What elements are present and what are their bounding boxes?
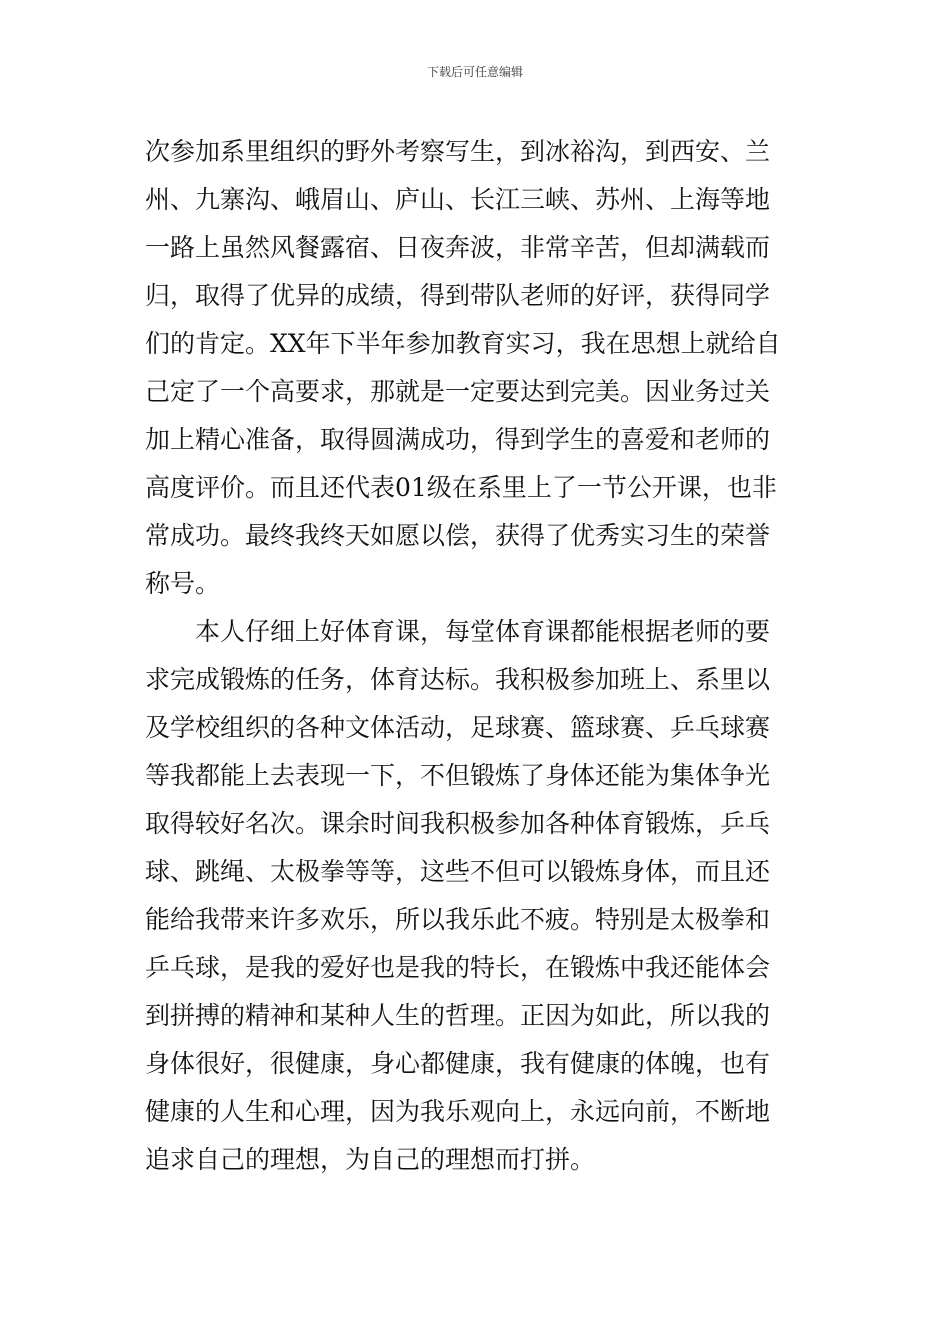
text-line: 称号。: [145, 569, 221, 598]
text-line: 健康的人生和心理，因为我乐观向上，永远向前，不断地: [145, 1097, 771, 1126]
text-line: 州、九寨沟、峨眉山、庐山、长江三峡、苏州、上海等地: [145, 185, 771, 214]
body-text: [145, 128, 810, 1184]
text-line: 能给我带来许多欢乐，所以我乐此不疲。特别是太极拳和: [145, 905, 771, 934]
text-line: 一路上虽然风餐露宿、日夜奔波，非常辛苦，但却满载而: [145, 233, 771, 262]
text-line: 归，取得了优异的成绩，得到带队老师的好评，获得同学: [145, 281, 771, 310]
text-line: 身体很好，很健康，身心都健康，我有健康的体魄，也有: [145, 1049, 771, 1078]
page-header: 下载后可任意编辑: [426, 65, 523, 79]
text-line: 球、跳绳、太极拳等等，这些不但可以锻炼身体，而且还: [145, 857, 771, 886]
text-line: 常成功。最终我终天如愿以偿，获得了优秀实习生的荣誉: [145, 521, 771, 550]
text-line: 追求自己的理想，为自己的理想而打拼。: [145, 1145, 596, 1174]
text-line: 等我都能上去表现一下，不但锻炼了身体还能为集体争光: [145, 761, 771, 790]
text-line: 己定了一个高要求，那就是一定要达到完美。因业务过关: [145, 377, 771, 406]
text-line: 取得较好名次。课余时间我积极参加各种体育锻炼，乒乓: [145, 809, 771, 838]
text-line: 乒乓球，是我的爱好也是我的特长，在锻炼中我还能体会: [145, 953, 771, 982]
text-line: 高度评价。而且还代表01级在系里上了一节公开课，也非: [145, 473, 777, 502]
text-line: 及学校组织的各种文体活动，足球赛、篮球赛、乒乓球赛: [145, 713, 771, 742]
text-line: 到拼搏的精神和某种人生的哲理。正因为如此，所以我的: [145, 1001, 771, 1030]
text-line: 们的肯定。XX年下半年参加教育实习，我在思想上就给自: [145, 329, 781, 358]
text-line: 求完成锻炼的任务，体育达标。我积极参加班上、系里以: [145, 665, 771, 694]
text-line: 加上精心准备，取得圆满成功，得到学生的喜爱和老师的: [145, 425, 771, 454]
text-line: 次参加系里组织的野外考察写生，到冰裕沟，到西安、兰: [145, 137, 771, 166]
text-line: 本人仔细上好体育课，每堂体育课都能根据老师的要: [145, 617, 771, 646]
